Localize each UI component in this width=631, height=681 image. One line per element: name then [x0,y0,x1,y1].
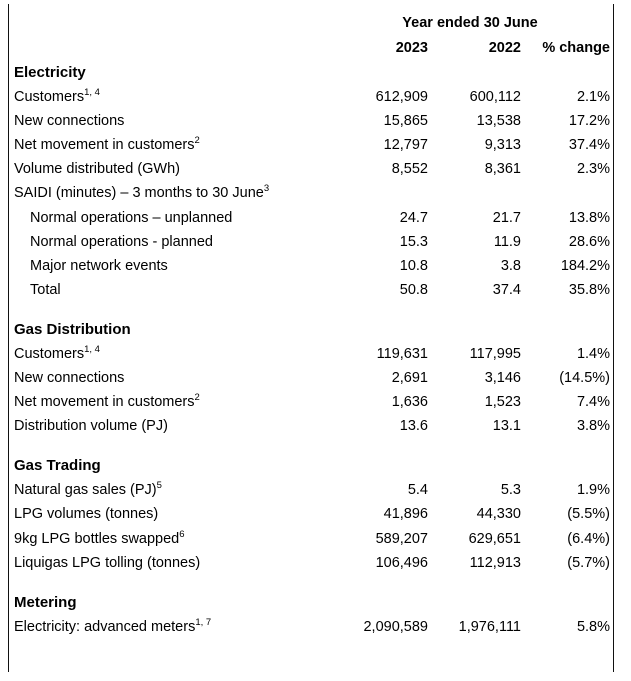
footnote-marker: 2 [194,135,200,147]
row-label: Natural gas sales (PJ)$^5$ [14,480,162,499]
value-change: 37.4% [568,137,610,154]
footnote-marker: 1, 7 [195,616,212,628]
value-2022: 9,313 [484,137,521,154]
value-2022: 37.4 [492,281,521,298]
value-2023: 13.6 [399,418,428,435]
value-2023: 41,896 [383,506,428,523]
value-2023: 24.7 [399,209,428,226]
table-row [14,611,610,635]
column-header-change: % change [542,40,610,56]
value-change: 2.3% [576,161,610,178]
row-label: LPG volumes (tonnes) [14,506,159,523]
row-label: Volume distributed (GWh) [14,161,181,178]
footnote-marker: 1, 4 [84,344,100,356]
value-2023: 5.4 [407,482,428,499]
column-header-2022: 2022 [488,40,521,56]
column-header-2023: 2023 [395,40,428,56]
row-label: Customers$^{1, 4}$ [14,87,100,106]
table-row [14,105,610,129]
footnote-marker: 5 [156,480,162,492]
spacer-cell [14,298,610,313]
section-header-row [14,449,610,474]
row-label: Total [30,281,61,298]
row-label: Normal operations – unplanned [30,209,233,226]
value-2022 [428,177,521,201]
value-change [521,177,610,201]
value-2022: 13,538 [476,113,521,130]
value-2023: 106,496 [375,554,428,571]
value-change: (6.4%) [567,530,610,547]
table-row [14,362,610,386]
value-2022: 3.8 [500,257,521,274]
value-2022: 112,913 [469,554,521,571]
row-label: Net movement in customers$^2$ [14,392,200,411]
value-change: 17.2% [568,113,610,130]
value-change: 13.8% [568,209,610,226]
table-row [14,226,610,250]
table-row [14,201,610,225]
table-row [14,153,610,177]
empty-corner-cell [14,6,330,31]
value-change: 3.8% [576,418,610,435]
table-row [14,177,610,201]
section-header-row [14,586,610,611]
value-2022: 13.1 [492,418,521,435]
value-change: 1.9% [576,482,610,499]
table-row [14,547,610,571]
value-change: (5.5%) [567,506,610,523]
value-2023: 15.3 [399,233,428,250]
row-label: Liquigas LPG tolling (tonnes) [14,554,201,571]
value-change: 7.4% [576,394,610,411]
value-change: (5.7%) [567,554,610,571]
operational-metrics-table [14,6,610,635]
footnote-marker: 3 [263,183,270,195]
footnote-marker: 2 [194,392,200,404]
value-2022: 11.9 [493,233,521,250]
spacer-cell [14,571,610,586]
row-label: Normal operations - planned [30,233,213,250]
value-2023: 10.8 [399,257,428,274]
row-label: New connections [14,113,125,130]
section-spacer [14,571,610,586]
value-2023: 2,090,589 [363,618,428,635]
row-label: New connections [14,370,125,387]
value-change: 35.8% [568,281,610,298]
value-2023: 50.8 [399,281,428,298]
value-2022: 44,330 [476,506,521,523]
value-2023: 119,631 [376,345,428,362]
row-label: SAIDI (minutes) – 3 months to 30 June$^3$ [14,183,270,202]
period-header-row [14,6,610,31]
footnote-marker: 6 [179,528,185,540]
table-row [14,250,610,274]
value-2023: 8,552 [391,161,428,178]
value-2022: 600,112 [469,89,521,106]
row-label: Major network events [30,257,168,274]
value-2023: 15,865 [383,113,428,130]
spacer-cell [14,434,610,449]
row-label: Net movement in customers$^2$ [14,135,200,154]
value-2022: 117,995 [469,345,521,362]
value-2022: 629,651 [468,530,521,547]
value-change: 5.8% [576,618,610,635]
table-row [14,522,610,546]
value-change: 28.6% [568,233,610,250]
value-change: 2.1% [576,89,610,106]
value-2022: 3,146 [484,370,521,387]
value-change: (14.5%) [559,370,610,387]
value-2023 [330,177,428,201]
footnote-marker: 1, 4 [84,87,100,99]
value-2022: 1,976,111 [458,618,521,635]
value-2022: 5.3 [500,482,521,499]
table-row [14,338,610,362]
table-row [14,498,610,522]
column-header-row [14,31,610,56]
table-row [14,410,610,434]
section-header-row [14,313,610,338]
section-spacer [14,298,610,313]
section-spacer [14,434,610,449]
table-row [14,274,610,298]
value-2023: 2,691 [391,370,428,387]
section-title: Gas Trading [14,457,101,475]
value-2023: 12,797 [383,137,428,154]
value-2023: 589,207 [375,530,428,547]
table-row [14,129,610,153]
value-2022: 1,523 [484,394,521,411]
value-change: 184.2% [560,257,610,274]
section-title: Gas Distribution [14,320,131,338]
value-2023: 1,636 [391,394,428,411]
row-label: Distribution volume (PJ) [14,418,168,435]
section-title: Electricity [14,64,86,81]
section-header-row [14,56,610,81]
period-header: Year ended 30 June [402,15,538,31]
value-2022: 21.7 [492,209,521,226]
section-title: Metering [14,593,77,611]
table-row [14,474,610,498]
row-label: 9kg LPG bottles swapped$^6$ [14,528,185,547]
empty-header-cell [14,31,330,56]
value-2022: 8,361 [484,161,521,178]
table-row [14,386,610,410]
value-change: 1.4% [576,345,610,362]
table-row [14,81,610,105]
row-label: Electricity: advanced meters$^{1, 7}$ [14,616,212,635]
row-label: Customers$^{1, 4}$ [14,344,100,362]
value-2023: 612,909 [375,89,428,106]
